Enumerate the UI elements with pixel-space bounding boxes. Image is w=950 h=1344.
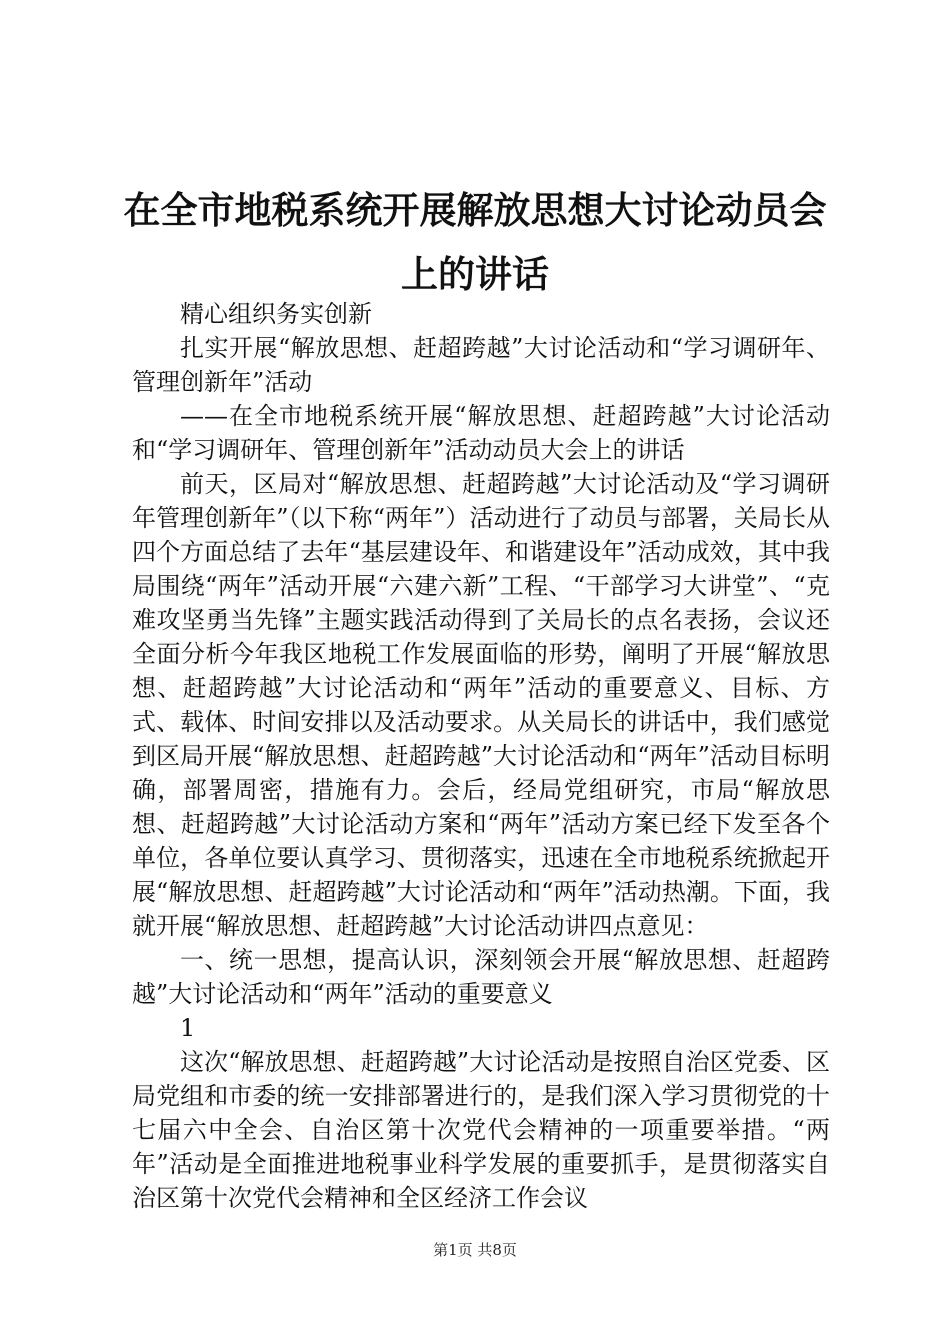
page-marker: 1 (180, 1014, 196, 1042)
page-footer: 第1页 共8页 (433, 1241, 517, 1259)
document-title: 在全市地税系统开展解放思想大讨论动员会上的讲话 (123, 188, 827, 296)
subtitle-theme: 扎实开展“解放思想、赶超跨越”大讨论活动和“学习调研年、管理创新年”活动 (132, 334, 830, 396)
body-paragraph: 前天，区局对“解放思想、赶超跨越”大讨论活动及“学习调研年管理创新年”（以下称“两年”）活动进行了动员与部署，关局长从四个方面总结了去年“基层建设年、和谐建设年”活动成效，其中我局围绕“两年”活动开展“六建六新”工程、“干部学习大讲堂”、“克难攻坚勇当先锋”主题实践活动得到了关局长的点名表扬，会议还全面分析今年我区地税工作发展面临的形势，阐明了开展“解放思想、赶超跨越”大讨论活动和“两年”活动的重要意义、目标、方式、载体、时间安排以及活动要求。从关局长的讲话中，我们感觉到区局开展“解放思想、赶超跨越”大讨论活动和“两年”活动目标明确，部署周密，措施有力。会后，经局党组研究，市局“解放思想、赶超跨越”大讨论活动方案和“两年”活动方案已经下发至各个单位，各单位要认真学习、贯彻落实，迅速在全市地税系统掀起开展“解放思想、赶超跨越”大讨论活动和“两年”活动热潮。下面，我就开展“解放思想、赶超跨越”大讨论活动讲四点意见： (132, 470, 830, 940)
body-paragraph: 这次“解放思想、赶超跨越”大讨论活动是按照自治区党委、区局党组和市委的统一安排部署进行的，是我们深入学习贯彻党的十七届六中全会、自治区第十次党代会精神的一项重要举措。“两年”活动是全面推进地税事业科学发展的重要抓手，是贯彻落实自治区第十次党代会精神和全区经济工作会议 (132, 1048, 830, 1212)
section-heading: 一、统一思想，提高认识，深刻领会开展“解放思想、赶超跨越”大讨论活动和“两年”活动的重要意义 (132, 946, 830, 1008)
document-body (132, 297, 830, 1215)
subtitle-occasion: ——在全市地税系统开展“解放思想、赶超跨越”大讨论活动和“学习调研年、管理创新年”活动动员大会上的讲话 (132, 402, 830, 464)
subtitle-line: 精心组织务实创新 (180, 300, 372, 328)
